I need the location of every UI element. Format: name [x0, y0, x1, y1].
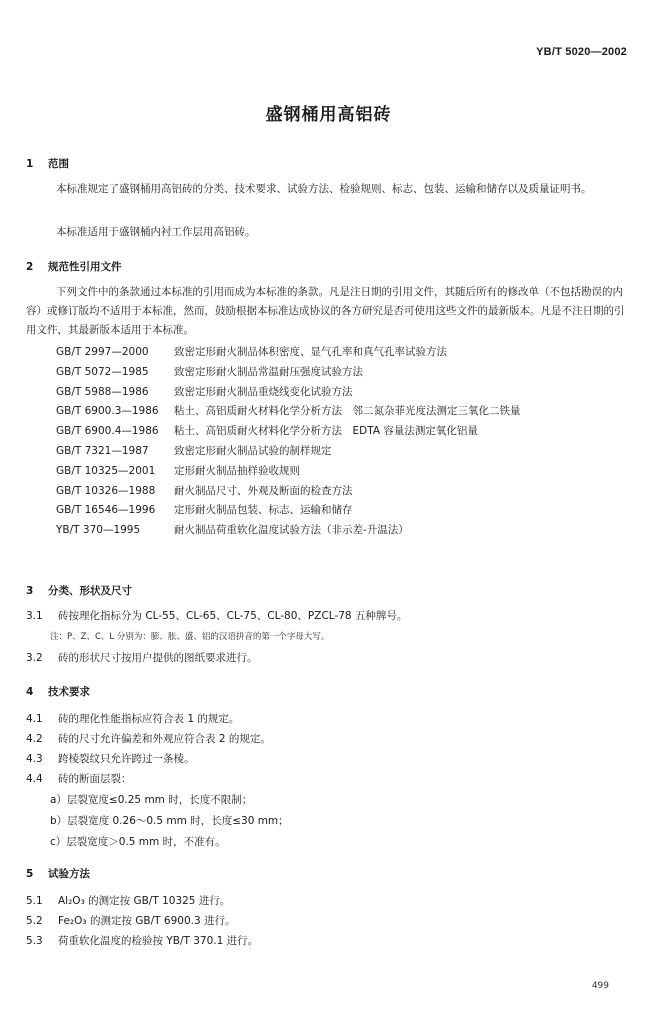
- section-1-paragraph-2: 本标准适用于盛钢桶内衬工作层用高铝砖。: [56, 226, 256, 238]
- reference-code: GB/T 6900.4—1986: [56, 425, 159, 438]
- section-title: 试验方法: [48, 868, 90, 880]
- clause-number: 4.3: [26, 753, 43, 765]
- clause-4-1: [26, 711, 239, 726]
- reference-code: GB/T 2997—2000: [56, 346, 149, 358]
- reference-code: GB/T 5988—1986: [56, 385, 149, 398]
- clause-text: 砖的尺寸允许偏差和外观应符合表 2 的规定。: [58, 733, 271, 745]
- reference-code: GB/T 16546—1996: [56, 504, 156, 517]
- clause-text: 跨棱裂纹只允许跨过一条棱。: [58, 753, 195, 765]
- section-1-paragraph-1: 本标准规定了盛钢桶用高铝砖的分类、技术要求、试验方法、检验规则、标志、包装、运输和储存以及质量证明书。: [56, 183, 592, 195]
- list-item: [56, 442, 636, 462]
- section-1-heading: [26, 156, 69, 171]
- section-2-paragraph: 下列文件中的条款通过本标准的引用而成为本标准的条款。凡是注日期的引用文件，其随后所有的修改单（不包括勘误的内容）或修订版均不适用于本标准，然而，鼓励根据本标准达成协议的各方研究是否可使用这些文件的最新版本。凡是不注日期的引用文件，其最新版本适用于本标准。: [26, 286, 625, 336]
- reference-title: 粘土、高铝质耐火材料化学分析方法 邻二氮杂菲光度法测定三氧化二铁量: [174, 405, 521, 418]
- list-item: [56, 482, 636, 502]
- list-item: [56, 422, 636, 442]
- clause-number: 3.2: [26, 652, 43, 664]
- clause-text: 砖的形状尺寸按用户提供的图纸要求进行。: [58, 652, 258, 664]
- reference-code: GB/T 6900.3—1986: [56, 405, 159, 418]
- reference-title: 定形耐火制品抽样验收规则: [174, 464, 300, 477]
- reference-title: 致密定形耐火制品重烧线变化试验方法: [174, 385, 353, 398]
- section-3-heading: [26, 583, 132, 598]
- list-item: [56, 343, 636, 363]
- clause-number: 3.1: [26, 610, 43, 622]
- reference-title: 致密定形耐火制品常温耐压强度试验方法: [174, 365, 363, 378]
- reference-title: 粘土、高铝质耐火材料化学分析方法 EDTA 容量法测定氧化铝量: [174, 425, 478, 438]
- section-5-heading: [26, 866, 90, 881]
- section-title: 技术要求: [48, 686, 90, 698]
- clause-3-1: [26, 608, 407, 623]
- clause-text: 砖的理化性能指标应符合表 1 的规定。: [58, 713, 240, 725]
- reference-code: YB/T 370—1995: [56, 524, 141, 537]
- reference-title: 致密定形耐火制品试验的制样规定: [174, 444, 332, 457]
- clause-number: 4.2: [26, 733, 43, 745]
- list-item: [56, 521, 636, 541]
- section-title: 规范性引用文件: [48, 261, 122, 273]
- list-item: [56, 383, 636, 403]
- clause-text: 荷重软化温度的检验按 YB/T 370.1 进行。: [58, 935, 259, 947]
- sub-item-c: c）层裂宽度＞0.5 mm 时，不准有。: [50, 836, 226, 848]
- list-item: [56, 363, 636, 383]
- section-4-heading: [26, 684, 90, 699]
- sub-item-a: a）层裂宽度≤0.25 mm 时，长度不限制；: [50, 794, 253, 806]
- reference-title: 致密定形耐火制品体积密度、显气孔率和真气孔率试验方法: [174, 346, 447, 358]
- clause-4-2: [26, 731, 271, 746]
- section-number: 5: [26, 868, 34, 880]
- clause-5-3: [26, 933, 258, 948]
- section-number: 2: [26, 261, 34, 273]
- note-text: 注：P、Z、C、L 分别为：膨、胀、盛、铝的汉语拼音的第一个字母大写。: [50, 632, 330, 642]
- standard-code: YB/T 5020—2002: [536, 46, 627, 58]
- reference-code: GB/T 5072—1985: [56, 365, 149, 378]
- clause-3-2: [26, 650, 258, 665]
- reference-title: 耐火制品荷重软化温度试验方法（非示差-升温法）: [174, 524, 409, 537]
- reference-list: [56, 343, 636, 541]
- clause-4-3: [26, 751, 195, 766]
- list-item: [56, 501, 636, 521]
- clause-number: 4.4: [26, 773, 43, 785]
- section-2-heading: [26, 259, 122, 274]
- reference-code: GB/T 10325—2001: [56, 464, 156, 477]
- clause-text: Al₂O₃ 的测定按 GB/T 10325 进行。: [58, 895, 231, 907]
- reference-code: GB/T 10326—1988: [56, 484, 156, 497]
- list-item: [56, 462, 636, 482]
- reference-title: 定形耐火制品包装、标志、运输和储存: [174, 504, 353, 517]
- clause-5-1: [26, 893, 230, 908]
- list-item: [56, 402, 636, 422]
- section-title: 分类、形状及尺寸: [48, 585, 132, 597]
- clause-number: 5.1: [26, 895, 43, 907]
- clause-text: Fe₂O₃ 的测定按 GB/T 6900.3 进行。: [58, 915, 236, 927]
- clause-5-2: [26, 913, 236, 928]
- clause-text: 砖按理化指标分为 CL-55、CL-65、CL-75、CL-80、PZCL-78 五种牌号。: [58, 610, 408, 622]
- clause-number: 5.3: [26, 935, 43, 947]
- sub-item-b: b）层裂宽度 0.26～0.5 mm 时，长度≤30 mm；: [50, 815, 289, 827]
- clause-4-4: [26, 771, 132, 786]
- reference-code: GB/T 7321—1987: [56, 444, 149, 457]
- section-number: 3: [26, 585, 34, 597]
- page-title: 盛钢桶用高铝砖: [265, 105, 392, 125]
- section-number: 1: [26, 158, 34, 170]
- clause-number: 4.1: [26, 713, 43, 725]
- section-number: 4: [26, 686, 34, 698]
- page-number: 499: [591, 981, 609, 991]
- reference-title: 耐火制品尺寸、外观及断面的检查方法: [174, 484, 353, 497]
- clause-number: 5.2: [26, 915, 43, 927]
- section-title: 范围: [48, 158, 69, 170]
- clause-text: 砖的断面层裂：: [58, 773, 132, 785]
